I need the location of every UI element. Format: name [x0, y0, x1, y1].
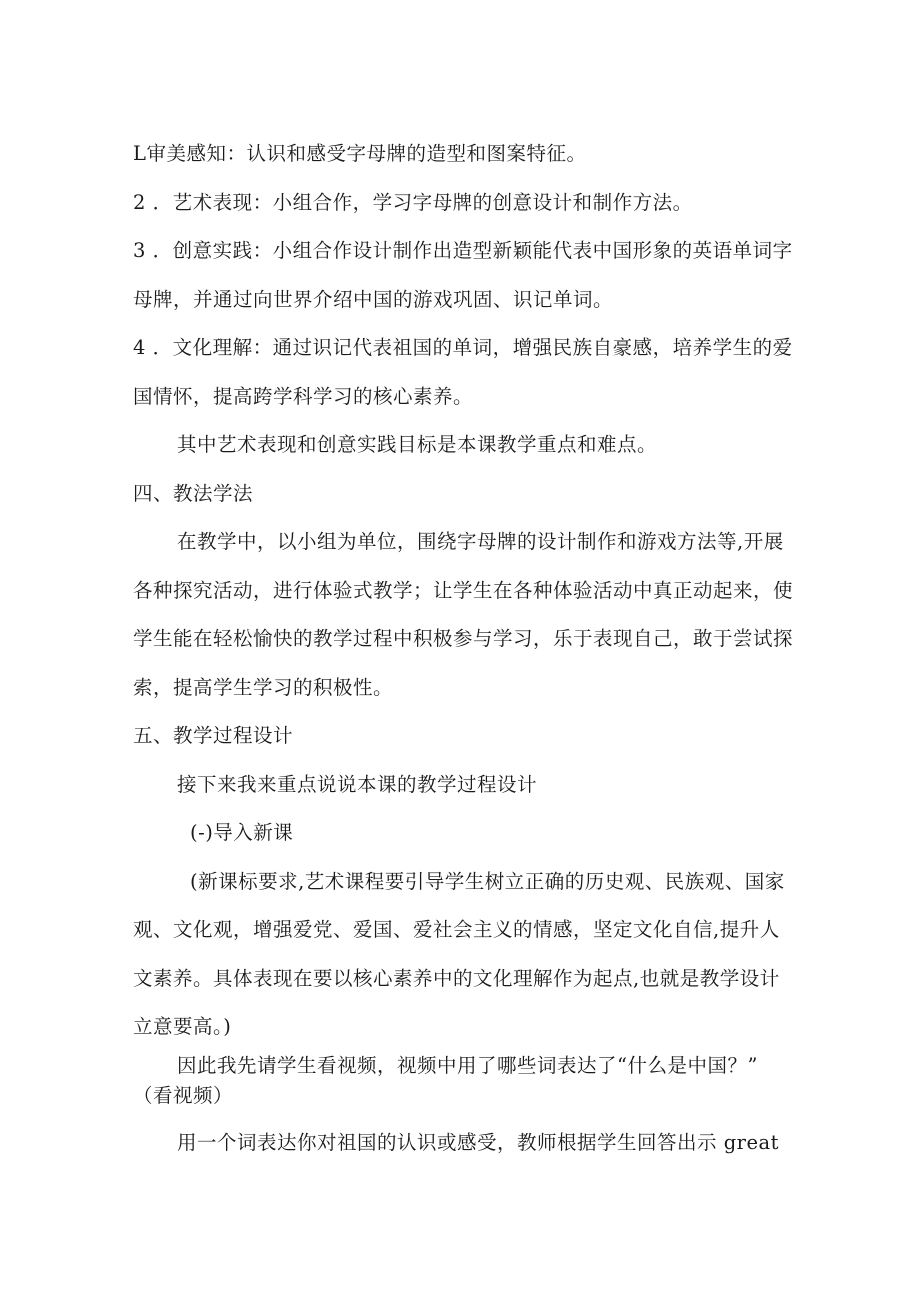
standards-paragraph-line-2: 观、文化观，增强爱党、爱国、爱社会主义的情感，坚定文化自信,提升人 [133, 918, 780, 941]
objective-line-3-cont: 母牌，并通过向世界介绍中国的游戏巩固、识记单词。 [133, 288, 614, 311]
process-intro: 接下来我来重点说说本课的教学过程设计 [177, 773, 538, 796]
subheading-intro-lesson: (-)导入新课 [190, 821, 294, 844]
objective-line-2: 2 ．艺术表现：小组合作，学习字母牌的创意设计和制作方法。 [133, 191, 693, 214]
objective-line-4-cont: 国情怀，提高跨学科学习的核心素养。 [133, 385, 474, 408]
objective-line-4: 4 ．文化理解：通过识记代表祖国的单词，增强民族自豪感，培养学生的爱 [133, 336, 793, 359]
section-heading-methods: 四、教法学法 [133, 482, 254, 505]
word-expression-line: 用一个词表达你对祖国的认识或感受，教师根据学生回答出示 great [177, 1131, 780, 1154]
standards-paragraph-line-4: 立意要高。) [133, 1015, 232, 1038]
methods-paragraph-line-4: 索，提高学生学习的积极性。 [133, 676, 394, 699]
section-heading-process: 五、教学过程设计 [133, 724, 294, 747]
methods-paragraph-line-1: 在教学中，以小组为单位，围绕字母牌的设计制作和游戏方法等,开展 [177, 530, 784, 553]
video-question-line: 因此我先请学生看视频，视频中用了哪些词表达了“什么是中国？” [177, 1054, 758, 1077]
objective-line-1: L审美感知：认识和感受字母牌的造型和图案特征。 [133, 142, 587, 165]
methods-paragraph-line-2: 各种探究活动，进行体验式教学；让学生在各种体验活动中真正动起来，使 [133, 579, 794, 602]
standards-paragraph-line-3: 文素养。具体表现在要以核心素养中的文化理解作为起点,也就是教学设计 [133, 967, 780, 990]
key-difficulty-paragraph: 其中艺术表现和创意实践目标是本课教学重点和难点。 [177, 433, 658, 456]
standards-paragraph-line-1: (新课标要求,艺术课程要引导学生树立正确的历史观、民族观、国家 [190, 870, 785, 893]
methods-paragraph-line-3: 学生能在轻松愉快的教学过程中积极参与学习，乐于表现自己，敢于尝试探 [133, 627, 794, 650]
watch-video-note: （看视频） [133, 1084, 234, 1107]
objective-line-3: 3 ．创意实践：小组合作设计制作出造型新颖能代表中国形象的英语单词字 [133, 239, 793, 262]
